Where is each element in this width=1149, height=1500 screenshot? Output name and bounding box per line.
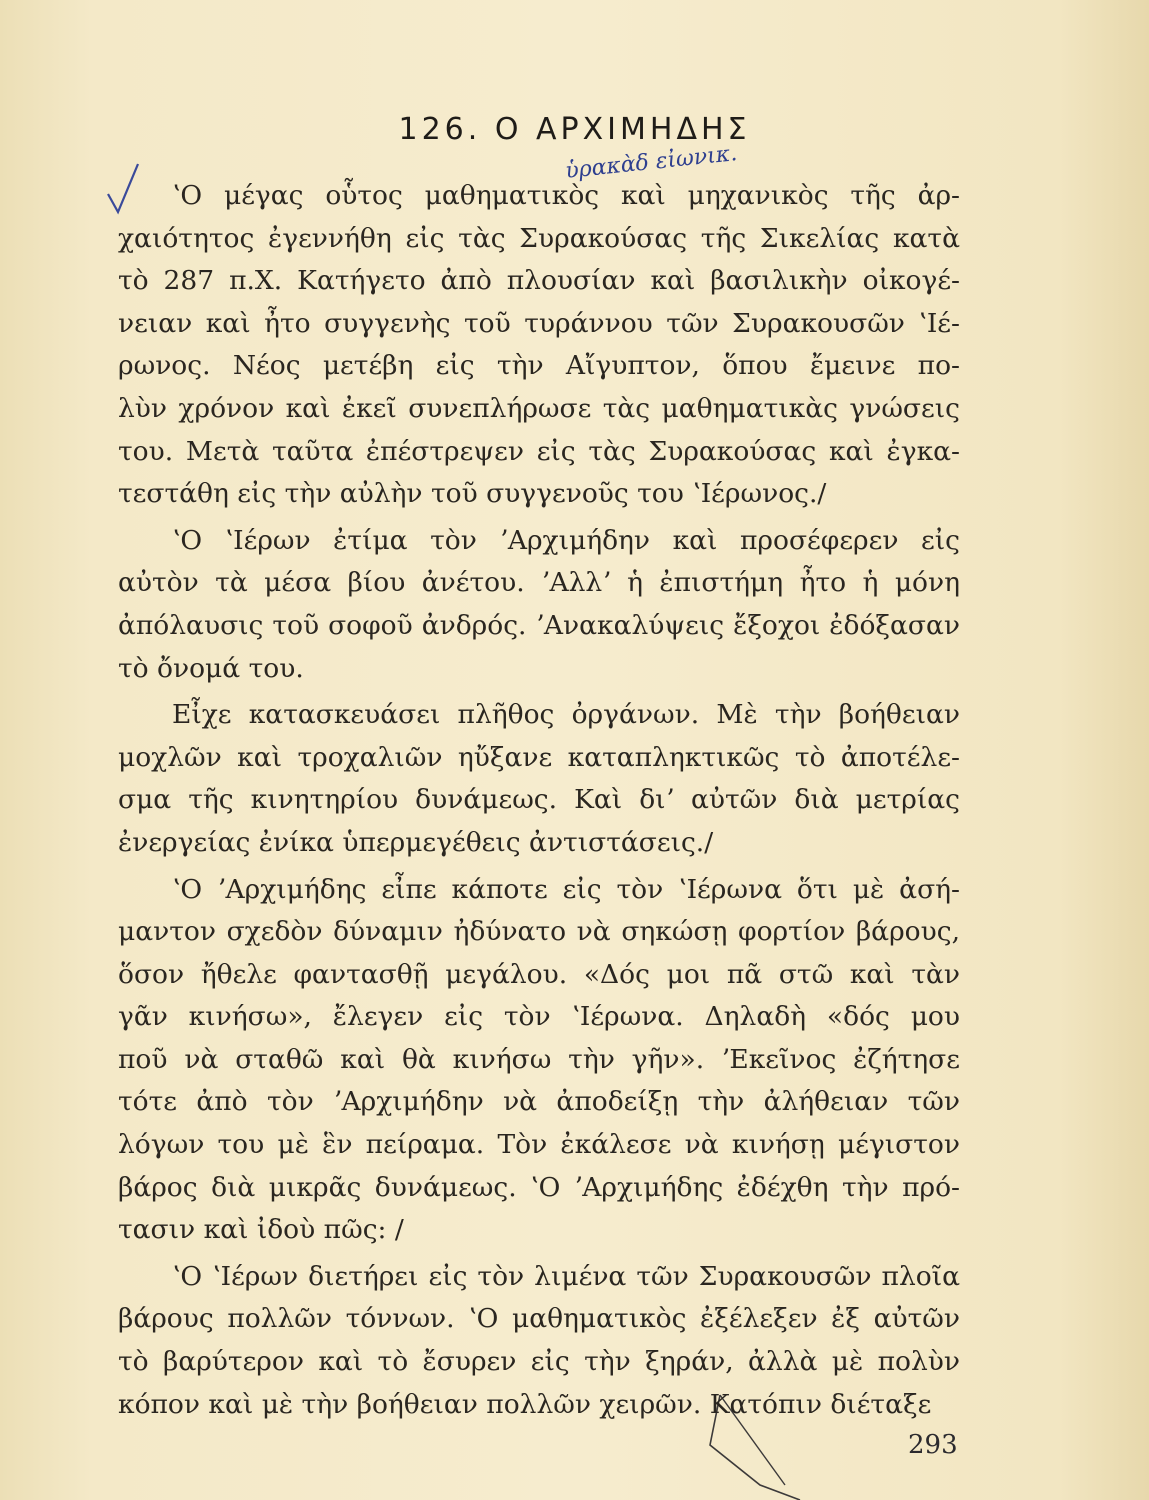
text-line: τὸ 287 π.Χ. Κατήγετο ἀπὸ πλουσίαν καὶ βασιλικὴν οἰκογέ-: [118, 265, 960, 297]
text-line: ʽΟ ʽΙέρων ἐτίμα τὸν ʼΑρχιμήδην καὶ προσέφερεν εἰς: [172, 524, 960, 556]
text-line: λὺν χρόνον καὶ ἐκεῖ συνεπλήρωσε τὰς μαθηματικὰς γνώσεις: [118, 392, 960, 424]
text-line: μοχλῶν καὶ τροχαλιῶν ηὔξανε καταπληκτικῶς τὸ ἀποτέλε-: [118, 741, 960, 773]
text-line: τασιν καὶ ἰδοὺ πῶς: /: [118, 1214, 404, 1246]
text-line: βάρος διὰ μικρᾶς δυνάμεως. ʽΟ ʼΑρχιμήδης ἐδέχθη τὴν πρό-: [118, 1171, 960, 1203]
text-line: κόπον καὶ μὲ τὴν βοήθειαν πολλῶν χειρῶν. Κατόπιν διέταξε: [118, 1388, 932, 1420]
text-line: του. Μετὰ ταῦτα ἐπέστρεψεν εἰς τὰς Συρακούσας καὶ ἐγκα-: [118, 435, 960, 467]
paragraph: [118, 869, 960, 1252]
paragraph: [118, 694, 960, 864]
text-line: ὅσον ἤθελε φαντασθῇ μεγάλου. «Δός μοι πᾶ στῶ καὶ τὰν: [118, 958, 960, 990]
chapter-title: 126. Ο ΑΡΧΙΜΗΔΗΣ: [398, 112, 751, 147]
text-line: σμα τῆς κινητηρίου δυνάμεως. Καὶ διʼ αὐτῶν διὰ μετρίας: [118, 784, 960, 816]
text-line: μαντον σχεδὸν δύναμιν ἠδύνατο νὰ σηκώσῃ φορτίον βάρους,: [118, 916, 960, 948]
text-line: ἐνεργείας ἐνίκα ὑπερμεγέθεις ἀντιστάσεις./: [118, 826, 714, 858]
text-line: ʽΟ μέγας οὗτος μαθηματικὸς καὶ μηχανικὸς τῆς ἀρ-: [172, 180, 960, 211]
paragraph: [118, 1256, 960, 1426]
text-line: λόγων του μὲ ἓν πείραμα. Τὸν ἐκάλεσε νὰ κινήσῃ μέγιστον: [118, 1129, 960, 1161]
text-line: αὐτὸν τὰ μέσα βίου ἀνέτου. ʼΑλλʼ ἡ ἐπιστήμη ἦτο ἡ μόνη: [118, 567, 960, 599]
paragraph: [118, 520, 960, 690]
text-line: Εἶχε κατασκευάσει πλῆθος ὀργάνων. Μὲ τὴν βοήθειαν: [172, 699, 960, 731]
text-line: τεστάθη εἰς τὴν αὐλὴν τοῦ συγγενοῦς του ʽΙέρωνος./: [118, 478, 827, 510]
text-line: τότε ἀπὸ τὸν ʼΑρχιμήδην νὰ ἀποδείξῃ τὴν ἀλήθειαν τῶν: [118, 1086, 960, 1118]
text-line: χαιότητος ἐγεννήθη εἰς τὰς Συρακούσας τῆς Σικελίας κατὰ: [118, 222, 960, 254]
page-number: 293: [908, 1430, 958, 1460]
text-line: ρωνος. Νέος μετέβη εἰς τὴν Αἴγυπτον, ὅπου ἔμεινε πο-: [118, 350, 960, 382]
text-line: βάρους πολλῶν τόννων. ʽΟ μαθηματικὸς ἐξέλεξεν ἐξ αὐτῶν: [118, 1303, 960, 1335]
text-line: νειαν καὶ ἦτο συγγενὴς τοῦ τυράννου τῶν Συρακουσῶν ʽΙέ-: [118, 307, 960, 339]
text-line: τὸ ὄνομά του.: [118, 652, 304, 684]
text-line: ʽΟ ʽΙέρων διετήρει εἰς τὸν λιμένα τῶν Συρακουσῶν πλοῖα: [172, 1260, 960, 1292]
handwritten-margin-note: ὑρακὰδ εἰωνικ.: [564, 141, 739, 184]
text-line: τὸ βαρύτερον καὶ τὸ ἔσυρεν εἰς τὴν ξηράν, ἀλλὰ μὲ πολὺν: [118, 1346, 960, 1378]
paragraph: [118, 175, 960, 516]
text-body: [118, 175, 960, 1426]
text-line: γᾶν κινήσω», ἔλεγεν εἰς τὸν ʽΙέρωνα. Δηλαδὴ «δός μου: [118, 1001, 960, 1033]
text-line: ποῦ νὰ σταθῶ καὶ θὰ κινήσω τὴν γῆν». ʼΕκεῖνος ἐζήτησε: [118, 1043, 960, 1075]
text-line: ʽΟ ʼΑρχιμήδης εἶπε κάποτε εἰς τὸν ʽΙέρωνα ὅτι μὲ ἀσή-: [172, 873, 960, 905]
text-line: ἀπόλαυσις τοῦ σοφοῦ ἀνδρός. ʼΑνακαλύψεις ἔξοχοι ἐδόξασαν: [118, 609, 960, 641]
